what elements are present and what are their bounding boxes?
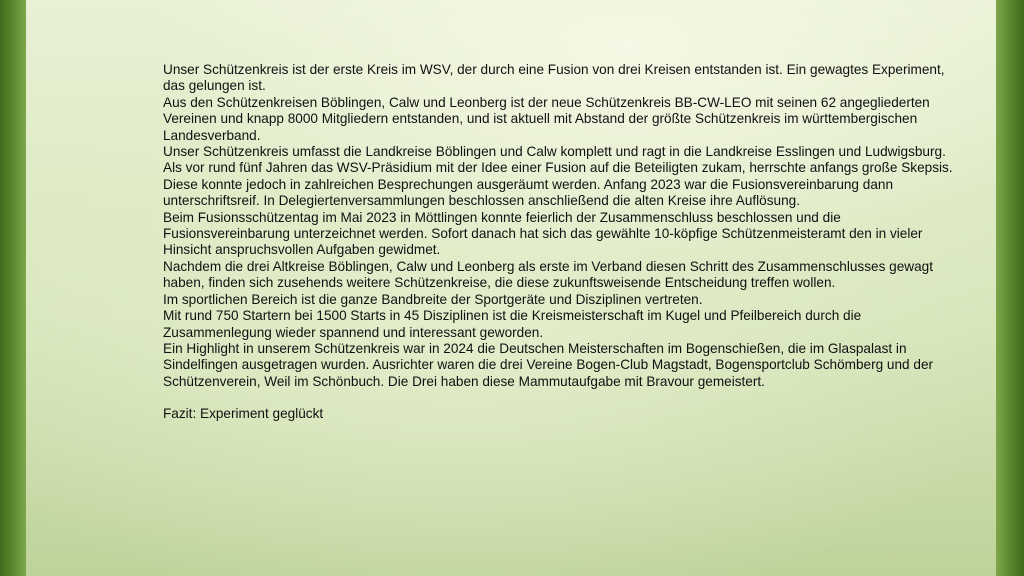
left-side-bar — [0, 0, 26, 576]
paragraph-championship: Mit rund 750 Startern bei 1500 Starts in 45 Disziplinen ist die Kreismeisterschaft im Kugel und Pfeilbereich durch die Zusammenlegung wieder spannend und interessant geworden. — [163, 308, 862, 340]
slide — [26, 0, 996, 576]
conclusion-text: Fazit: Experiment geglückt — [163, 406, 324, 422]
paragraph-intro: Unser Schützenkreis ist der erste Kreis im WSV, der durch eine Fusion von drei Kreisen entstanden ist. Ein gewagtes Experiment, das gelungen ist. — [163, 62, 945, 94]
paragraph-merger: Aus den Schützenkreisen Böblingen, Calw und Leonberg ist der neue Schützenkreis BB-CW-LEO mit seinen 62 angegliederten Vereinen und knapp 8000 Mitgliedern entstanden, und ist aktuell mit Abstand der größte Schützenkreis im württembergischen Landesverband. — [163, 94, 930, 143]
right-side-bar — [996, 0, 1024, 576]
paragraph-history: Als vor rund fünf Jahren das WSV-Präsidium mit der Idee einer Fusion auf die Beteiligten zukam, herrschte anfangs große Skepsis. Diese konnte jedoch in zahlreichen Besprechungen ausgeräumt werden. Anfang 2023 war die Fusionsvereinbarung dann unterschriftsreif. In Delegiertenversammlungen beschlossen anschließend die alten Kreise ihre Auflösung. — [163, 160, 953, 209]
paragraph-followers: Nachdem die drei Altkreise Böblingen, Calw und Leonberg als erste im Verband diesen Schritt des Zusammenschlusses gewagt haben, finden sich zusehends weitere Schützenkreise, die diese zukunftsweisende Entscheidung treffen wollen. — [163, 258, 933, 291]
slide-text-body — [163, 62, 953, 423]
paragraph-highlight: Ein Highlight in unserem Schützenkreis war in 2024 die Deutschen Meisterschaften im Bogenschießen, die im Glaspalast in Sindelfingen ausgetragen wurden. Ausrichter waren die drei Vereine Bogen-Club Magstadt, Bogensportclub Schömberg und der Schützenverein, Weil im Schönbuch. Die Drei haben diese Mammutaufgabe mit Bravour gemeistert. — [163, 340, 934, 389]
paragraph-districts: Unser Schützenkreis umfasst die Landkreise Böblingen und Calw komplett und ragt in die Landkreise Esslingen und Ludwigsburg. — [163, 144, 946, 160]
paragraph-sports: Im sportlichen Bereich ist die ganze Bandbreite der Sportgeräte und Disziplinen vertreten. — [163, 291, 703, 307]
paragraph-fusion-day: Beim Fusionsschützentag im Mai 2023 in Möttlingen konnte feierlich der Zusammenschluss beschlossen und die Fusionsvereinbarung unterzeichnet werden. Sofort danach hat sich das gewählte 10-köpfige Schützenmeisteramt den in vieler Hinsicht anspruchsvollen Aufgaben gewidmet. — [163, 209, 923, 258]
